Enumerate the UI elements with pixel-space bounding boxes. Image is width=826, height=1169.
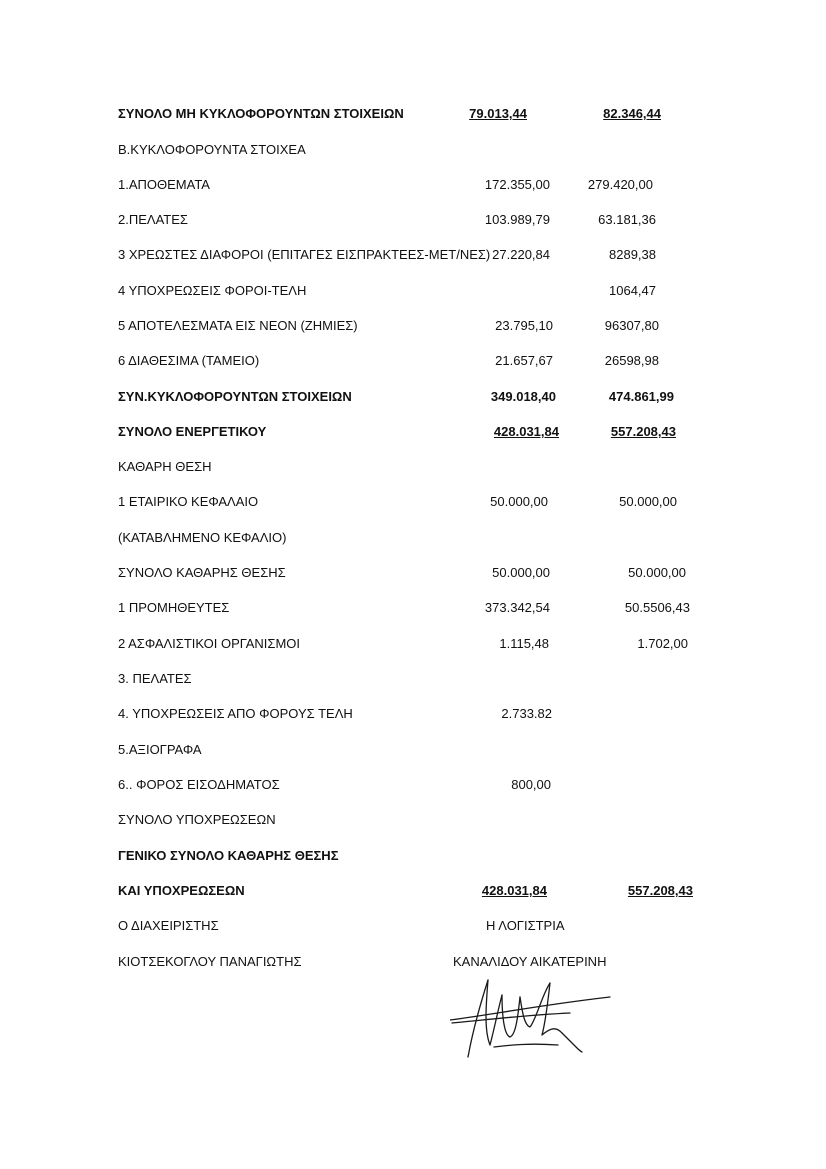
row-securities: [0, 742, 826, 760]
row-grand-total: [0, 883, 826, 901]
row-label: 1 ΠΡΟΜΗΘΕΥΤΕΣ: [118, 600, 230, 615]
value-prior-year: 26598,98: [604, 353, 659, 368]
row-customers-liabilities: [0, 671, 826, 689]
row-income-tax: [0, 777, 826, 795]
row-grand-total-heading: [0, 848, 826, 866]
row-label: (ΚΑΤΑΒΛΗΜΕΝΟ ΚΕΦΑΛΙΟ): [118, 530, 287, 545]
row-customers: [0, 212, 826, 230]
value-current-year: 103.989,79: [484, 212, 550, 227]
value-current-year: 50.000,00: [492, 565, 550, 580]
value-prior-year: 50.000,00: [619, 494, 677, 509]
handwritten-signature: [450, 975, 620, 1060]
value-prior-year: 557.208,43: [627, 883, 693, 898]
value-current-year: 21.657,67: [495, 353, 553, 368]
row-label: 5.ΑΞΙΟΓΡΑΦΑ: [118, 742, 202, 757]
row-insurance-organisations: [0, 636, 826, 654]
value-current-year: 349.018,40: [490, 389, 556, 404]
value-current-year: 27.220,84: [492, 247, 550, 262]
value-prior-year: 557.208,43: [610, 424, 676, 439]
value-current-year: 428.031,84: [481, 883, 547, 898]
value-prior-year: 1.702,00: [637, 636, 688, 651]
value-prior-year: 50.5506,43: [624, 600, 690, 615]
value-current-year: 373.342,54: [484, 600, 550, 615]
accountant-name: ΚΑΝΑΛΙΔΟΥ ΑΙΚΑΤΕΡΙΝΗ: [453, 954, 607, 969]
row-share-capital: [0, 494, 826, 512]
row-total-assets: [0, 424, 826, 442]
row-sundry-debtors: [0, 247, 826, 265]
row-label: 5 ΑΠΟΤΕΛΕΣΜΑΤΑ ΕΙΣ ΝΕΟΝ (ΖΗΜΙΕΣ): [118, 318, 358, 333]
row-net-position-heading: [0, 459, 826, 477]
row-label: 6 ΔΙΑΘΕΣΙΜΑ (ΤΑΜΕΙΟ): [118, 353, 260, 368]
value-current-year: 1.115,48: [499, 636, 549, 651]
row-current-assets-heading: [0, 142, 826, 160]
row-label: 3 ΧΡΕΩΣΤΕΣ ΔΙΑΦΟΡΟΙ (ΕΠΙΤΑΓΕΣ ΕΙΣΠΡΑΚΤΕΕΣ-ΜΕΤ/ΝΕΣ): [118, 247, 491, 262]
row-label: 1.ΑΠΟΘΕΜΑΤΑ: [118, 177, 210, 192]
accountant-title: Η ΛΟΓΙΣΤΡΙΑ: [486, 918, 565, 933]
row-label: 1 ΕΤΑΙΡΙΚΟ ΚΕΦΑΛΑΙΟ: [118, 494, 259, 509]
value-prior-year: 82.346,44: [603, 106, 661, 121]
administrator-title: Ο ΔΙΑΧΕΙΡΙΣΤΗΣ: [118, 918, 219, 933]
row-suppliers: [0, 600, 826, 618]
row-label: 2 ΑΣΦΑΛΙΣΤΙΚΟΙ ΟΡΓΑΝΙΣΜΟΙ: [118, 636, 300, 651]
row-total-liabilities: [0, 812, 826, 830]
value-prior-year: 1064,47: [609, 283, 656, 298]
value-current-year: 2.733.82: [501, 706, 552, 721]
row-tax-obligations: [0, 283, 826, 301]
row-total-net-position: [0, 565, 826, 583]
row-cash: [0, 353, 826, 371]
row-label: ΣΥΝΟΛΟ ΚΑΘΑΡΗΣ ΘΕΣΗΣ: [118, 565, 286, 580]
value-prior-year: 50.000,00: [628, 565, 686, 580]
signature-names-row: [0, 954, 826, 972]
row-label: ΓΕΝΙΚΟ ΣΥΝΟΛΟ ΚΑΘΑΡΗΣ ΘΕΣΗΣ: [118, 848, 339, 863]
value-prior-year: 474.861,99: [608, 389, 674, 404]
value-prior-year: 63.181,36: [598, 212, 656, 227]
row-label: ΣΥΝ.ΚΥΚΛΟΦΟΡΟΥΝΤΩΝ ΣΤΟΙΧΕΙΩΝ: [118, 389, 352, 404]
value-current-year: 428.031,84: [493, 424, 559, 439]
row-label: ΣΥΝΟΛΟ ΕΝΕΡΓΕΤΙΚΟΥ: [118, 424, 267, 439]
row-paid-capital-note: [0, 530, 826, 548]
row-total-current-assets: [0, 389, 826, 407]
value-prior-year: 96307,80: [604, 318, 659, 333]
row-label: ΚΑΘΑΡΗ ΘΕΣΗ: [118, 459, 212, 474]
row-label: Β.ΚΥΚΛΟΦΟΡΟΥΝΤΑ ΣΤΟΙΧΕΑ: [118, 142, 306, 157]
row-label: 6.. ΦΟΡΟΣ ΕΙΣΟΔΗΜΑΤΟΣ: [118, 777, 280, 792]
administrator-name: ΚΙΟΤΣΕΚΟΓΛΟΥ ΠΑΝΑΓΙΩΤΗΣ: [118, 954, 302, 969]
value-current-year: 800,00: [511, 777, 551, 792]
row-label: 4 ΥΠΟΧΡΕΩΣΕΙΣ ΦΟΡΟΙ-ΤΕΛΗ: [118, 283, 307, 298]
row-label: 3. ΠΕΛΑΤΕΣ: [118, 671, 192, 686]
row-tax-liabilities: [0, 706, 826, 724]
row-label: ΚΑΙ ΥΠΟΧΡΕΩΣΕΩΝ: [118, 883, 245, 898]
value-prior-year: 279.420,00: [587, 177, 653, 192]
value-current-year: 79.013,44: [469, 106, 527, 121]
row-label: 4. ΥΠΟΧΡΕΩΣΕΙΣ ΑΠΟ ΦΟΡΟΥΣ ΤΕΛΗ: [118, 706, 353, 721]
row-label: ΣΥΝΟΛΟ ΜΗ ΚΥΚΛΟΦΟΡΟΥΝΤΩΝ ΣΤΟΙΧΕΙΩΝ: [118, 106, 404, 121]
value-prior-year: 8289,38: [609, 247, 656, 262]
value-current-year: 172.355,00: [484, 177, 550, 192]
row-results-carried-forward: [0, 318, 826, 336]
row-label: ΣΥΝΟΛΟ ΥΠΟΧΡΕΩΣΕΩΝ: [118, 812, 276, 827]
value-current-year: 23.795,10: [495, 318, 553, 333]
value-current-year: 50.000,00: [490, 494, 548, 509]
row-inventories: [0, 177, 826, 195]
row-total-non-current-assets: [0, 106, 826, 124]
row-label: 2.ΠΕΛΑΤΕΣ: [118, 212, 188, 227]
signature-titles-row: [0, 918, 826, 936]
